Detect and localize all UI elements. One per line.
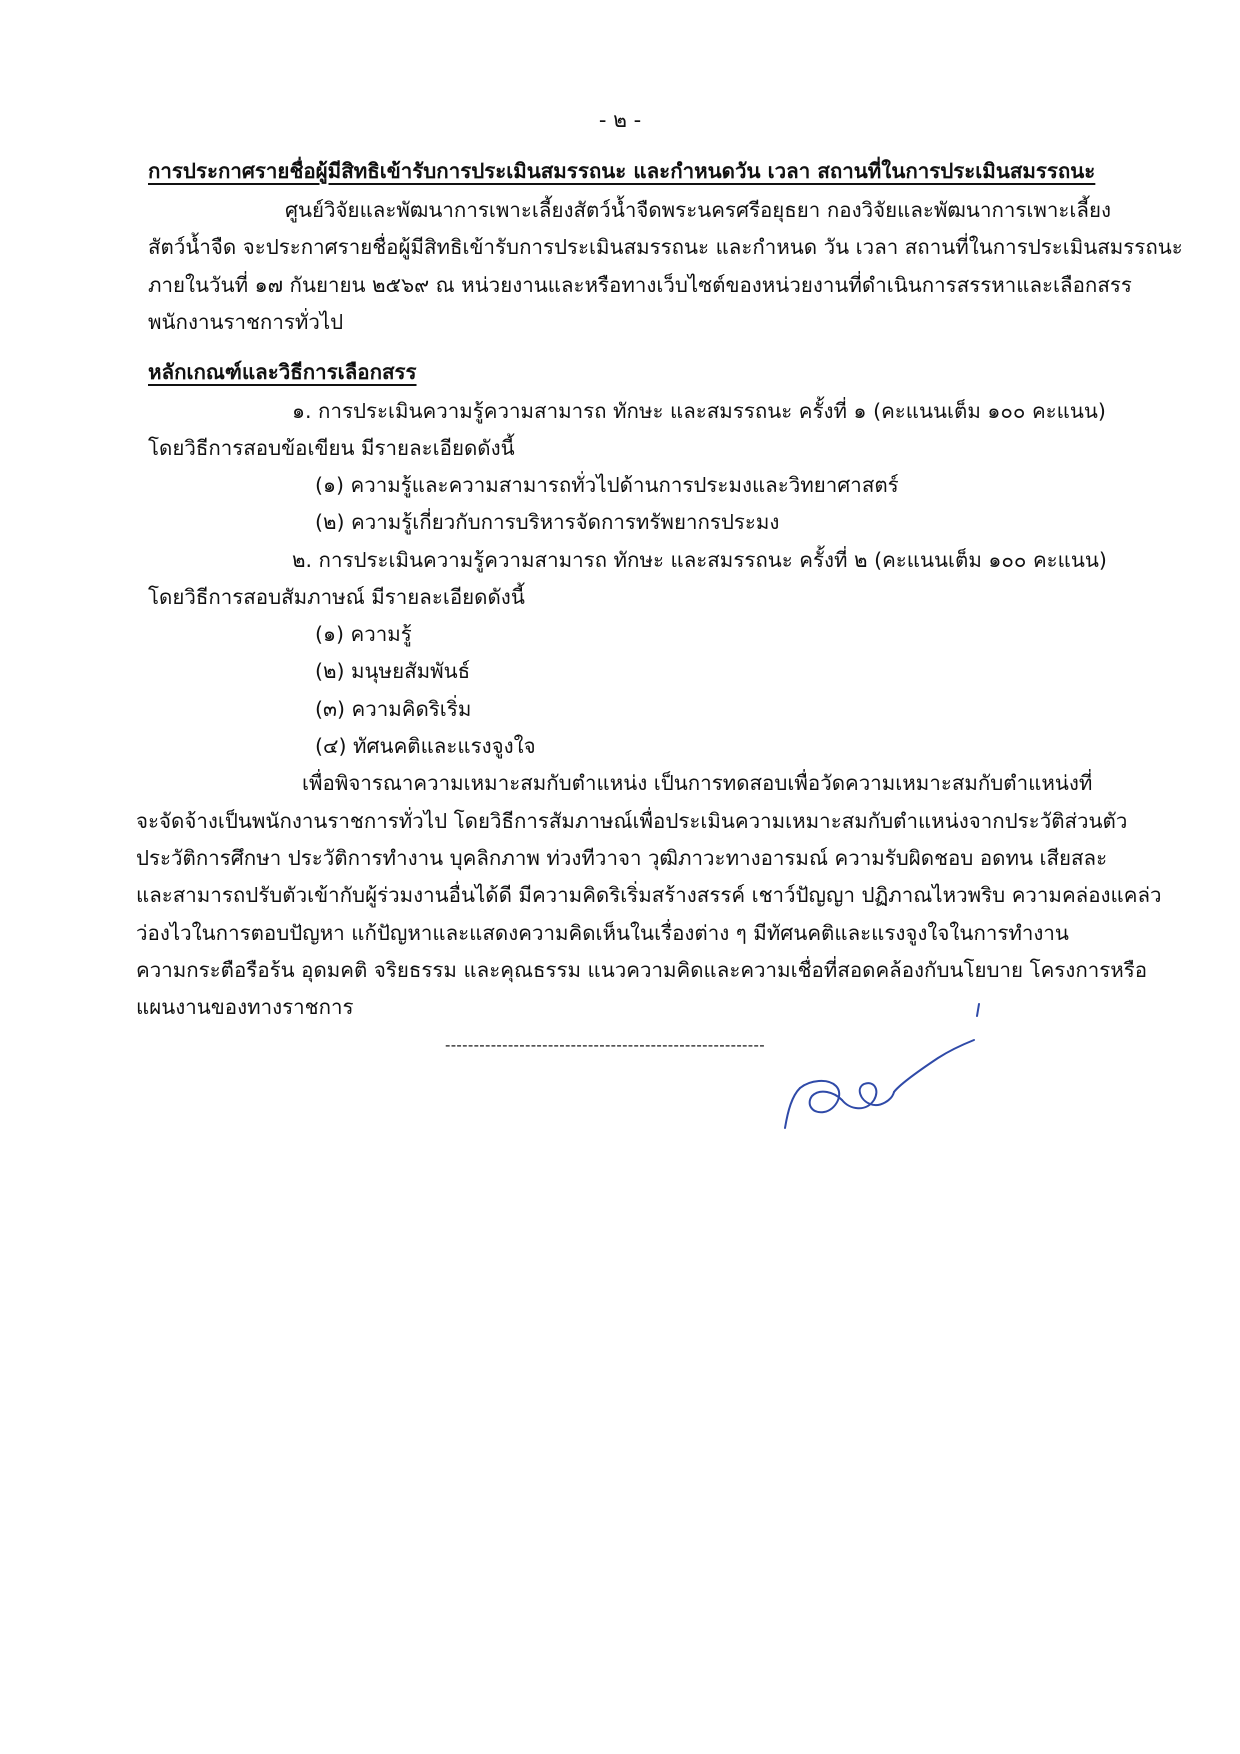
- paragraph-line: เพื่อพิจารณาความเหมาะสมกับตำแหน่ง เป็นการทดสอบเพื่อวัดความเหมาะสมกับตำแหน่งที่: [302, 771, 1093, 795]
- section1-heading: การประกาศรายชื่อผู้มีสิทธิเข้ารับการประเมินสมรรถนะ และกำหนดวัน เวลา สถานที่ในการประเมินสมรรถนะ: [148, 159, 1096, 183]
- section1-line: พนักงานราชการทั่วไป: [148, 310, 344, 334]
- paragraph-line: ว่องไวในการตอบปัญหา แก้ปัญหาและแสดงความคิดเห็นในเรื่องต่าง ๆ มีทัศนคติและแรงจูงใจในการทำงาน: [136, 921, 1069, 945]
- criteria-item-2-method: โดยวิธีการสอบสัมภาษณ์ มีรายละเอียดดังนี้: [148, 585, 525, 609]
- paragraph-line: แผนงานของทางราชการ: [136, 995, 354, 1019]
- criteria-item-2-sub: (๒) มนุษยสัมพันธ์: [315, 659, 471, 683]
- section1-line: ศูนย์วิจัยและพัฒนาการเพาะเลี้ยงสัตว์น้ำจืดพระนครศรีอยุธยา กองวิจัยและพัฒนาการเพาะเลี้ยง: [285, 198, 1112, 222]
- criteria-item-1-sub: (๑) ความรู้และความสามารถทั่วไปด้านการประมงและวิทยาศาสตร์: [315, 473, 899, 497]
- divider-line: --------------------------------------------------------: [445, 1036, 765, 1054]
- criteria-item-1: ๑. การประเมินความรู้ความสามารถ ทักษะ และสมรรถนะ ครั้งที่ ๑ (คะแนนเต็ม ๑๐๐ คะแนน): [292, 399, 1106, 423]
- criteria-item-2: ๒. การประเมินความรู้ความสามารถ ทักษะ และสมรรถนะ ครั้งที่ ๒ (คะแนนเต็ม ๑๐๐ คะแนน): [292, 548, 1107, 572]
- paragraph-line: และสามารถปรับตัวเข้ากับผู้ร่วมงานอื่นได้ดี มีความคิดริเริ่มสร้างสรรค์ เชาว์ปัญญา ปฏิภาณไหวพริบ ความคล่องแคล่ว: [136, 883, 1162, 907]
- section1-line: ภายในวันที่ ๑๗ กันยายน ๒๕๖๙ ณ หน่วยงานและหรือทางเว็บไซต์ของหน่วยงานที่ดำเนินการสรรหาและเลือกสรร: [148, 273, 1132, 297]
- page-number: - ๒ -: [598, 108, 642, 132]
- criteria-item-1-sub: (๒) ความรู้เกี่ยวกับการบริหารจัดการทรัพยากรประมง: [315, 510, 780, 534]
- handwritten-signature-icon: [770, 1000, 1000, 1130]
- section2-heading: หลักเกณฑ์และวิธีการเลือกสรร: [148, 360, 417, 384]
- paragraph-line: จะจัดจ้างเป็นพนักงานราชการทั่วไป โดยวิธีการสัมภาษณ์เพื่อประเมินความเหมาะสมกับตำแหน่งจากประวัติส่วนตัว: [136, 809, 1128, 833]
- section1-line: สัตว์น้ำจืด จะประกาศรายชื่อผู้มีสิทธิเข้ารับการประเมินสมรรถนะ และกำหนด วัน เวลา สถานที่ในการประเมินสมรรถนะ: [148, 235, 1183, 259]
- criteria-item-1-method: โดยวิธีการสอบข้อเขียน มีรายละเอียดดังนี้: [148, 436, 515, 460]
- paragraph-line: ความกระตือรือร้น อุดมคติ จริยธรรม และคุณธรรม แนวความคิดและความเชื่อที่สอดคล้องกับนโยบาย โครงการหรือ: [136, 958, 1148, 982]
- criteria-item-2-sub: (๔) ทัศนคติและแรงจูงใจ: [315, 734, 536, 758]
- criteria-item-2-sub: (๓) ความคิดริเริ่ม: [315, 697, 472, 721]
- paragraph-line: ประวัติการศึกษา ประวัติการทำงาน บุคลิกภาพ ท่วงทีวาจา วุฒิภาวะทางอารมณ์ ความรับผิดชอบ อดทน เสียสละ: [136, 846, 1108, 870]
- criteria-item-2-sub: (๑) ความรู้: [315, 622, 412, 646]
